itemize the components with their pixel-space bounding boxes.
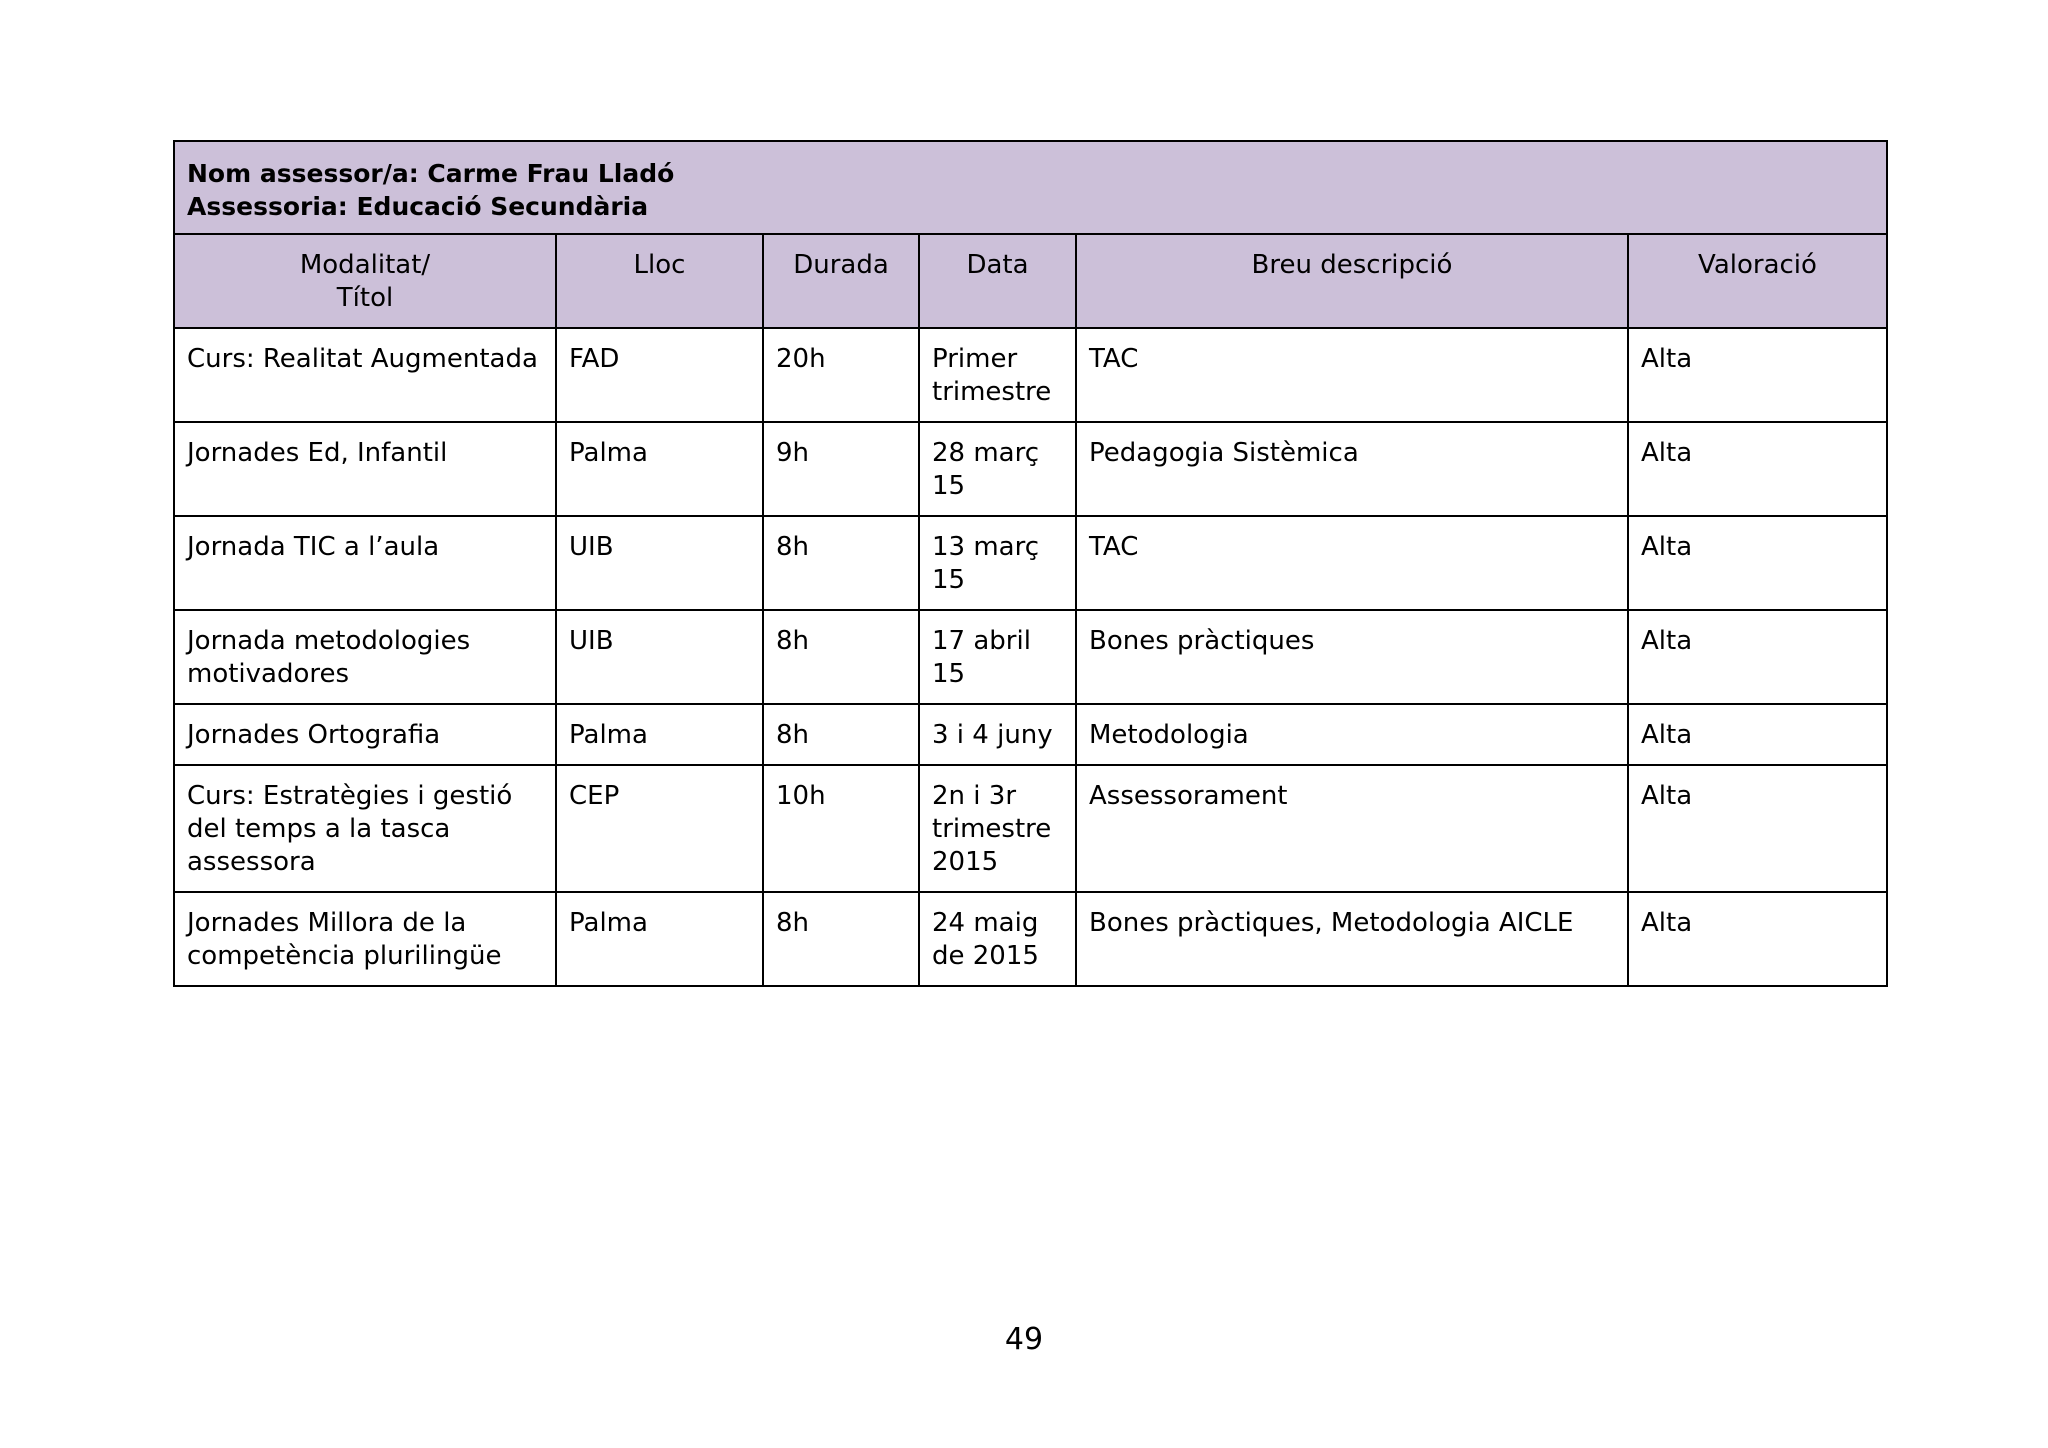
cell-place: Palma [556,892,763,986]
cell-place: FAD [556,328,763,422]
cell-title: Jornada metodologies motivadores [174,610,556,704]
table-row [174,610,1887,704]
cell-place: Palma [556,422,763,516]
training-activities-table [173,140,1888,987]
cell-place: Palma [556,704,763,765]
page-number: 49 [1004,1322,1044,1357]
cell-title: Curs: Estratègies i gestió del temps a la tasca assessora [174,765,556,892]
table-row [174,328,1887,422]
cell-duration: 10h [763,765,919,892]
cell-duration: 20h [763,328,919,422]
cell-date: 28 març 15 [919,422,1076,516]
column-header-duration: Durada [763,234,919,328]
cell-duration: 8h [763,610,919,704]
advisory-name: Assessoria: Educació Secundària [187,192,649,221]
document-sheet [173,140,1886,987]
cell-rating: Alta [1628,765,1887,892]
column-header-date: Data [919,234,1076,328]
cell-duration: 8h [763,704,919,765]
column-header-rating: Valoració [1628,234,1887,328]
cell-duration: 8h [763,516,919,610]
cell-duration: 8h [763,892,919,986]
advisor-name: Nom assessor/a: Carme Frau Lladó [187,159,675,188]
cell-title: Curs: Realitat Augmentada [174,328,556,422]
cell-title: Jornades Ed, Infantil [174,422,556,516]
column-header-description: Breu descripció [1076,234,1628,328]
cell-description: Assessorament [1076,765,1628,892]
cell-date: 3 i 4 juny [919,704,1076,765]
table-row [174,765,1887,892]
cell-description: Bones pràctiques, Metodologia AICLE [1076,892,1628,986]
cell-rating: Alta [1628,704,1887,765]
cell-date: Primer trimestre [919,328,1076,422]
cell-place: UIB [556,610,763,704]
cell-rating: Alta [1628,422,1887,516]
cell-description: TAC [1076,516,1628,610]
cell-date: 17 abril 15 [919,610,1076,704]
advisor-info-cell [174,141,1887,234]
cell-title: Jornada TIC a l’aula [174,516,556,610]
cell-date: 24 maig de 2015 [919,892,1076,986]
cell-date: 13 març 15 [919,516,1076,610]
cell-title: Jornades Ortografia [174,704,556,765]
table-row [174,892,1887,986]
cell-place: CEP [556,765,763,892]
cell-date: 2n i 3r trimestre 2015 [919,765,1076,892]
cell-rating: Alta [1628,610,1887,704]
cell-duration: 9h [763,422,919,516]
table-row [174,422,1887,516]
cell-rating: Alta [1628,892,1887,986]
column-header-row [174,234,1887,328]
cell-rating: Alta [1628,516,1887,610]
column-header-place: Lloc [556,234,763,328]
table-row [174,704,1887,765]
cell-description: Metodologia [1076,704,1628,765]
column-header-title: Modalitat/ Títol [174,234,556,328]
table-row [174,516,1887,610]
cell-description: Pedagogia Sistèmica [1076,422,1628,516]
cell-description: Bones pràctiques [1076,610,1628,704]
cell-title: Jornades Millora de la competència plurilingüe [174,892,556,986]
cell-rating: Alta [1628,328,1887,422]
cell-place: UIB [556,516,763,610]
cell-description: TAC [1076,328,1628,422]
advisor-info-row [174,141,1887,234]
